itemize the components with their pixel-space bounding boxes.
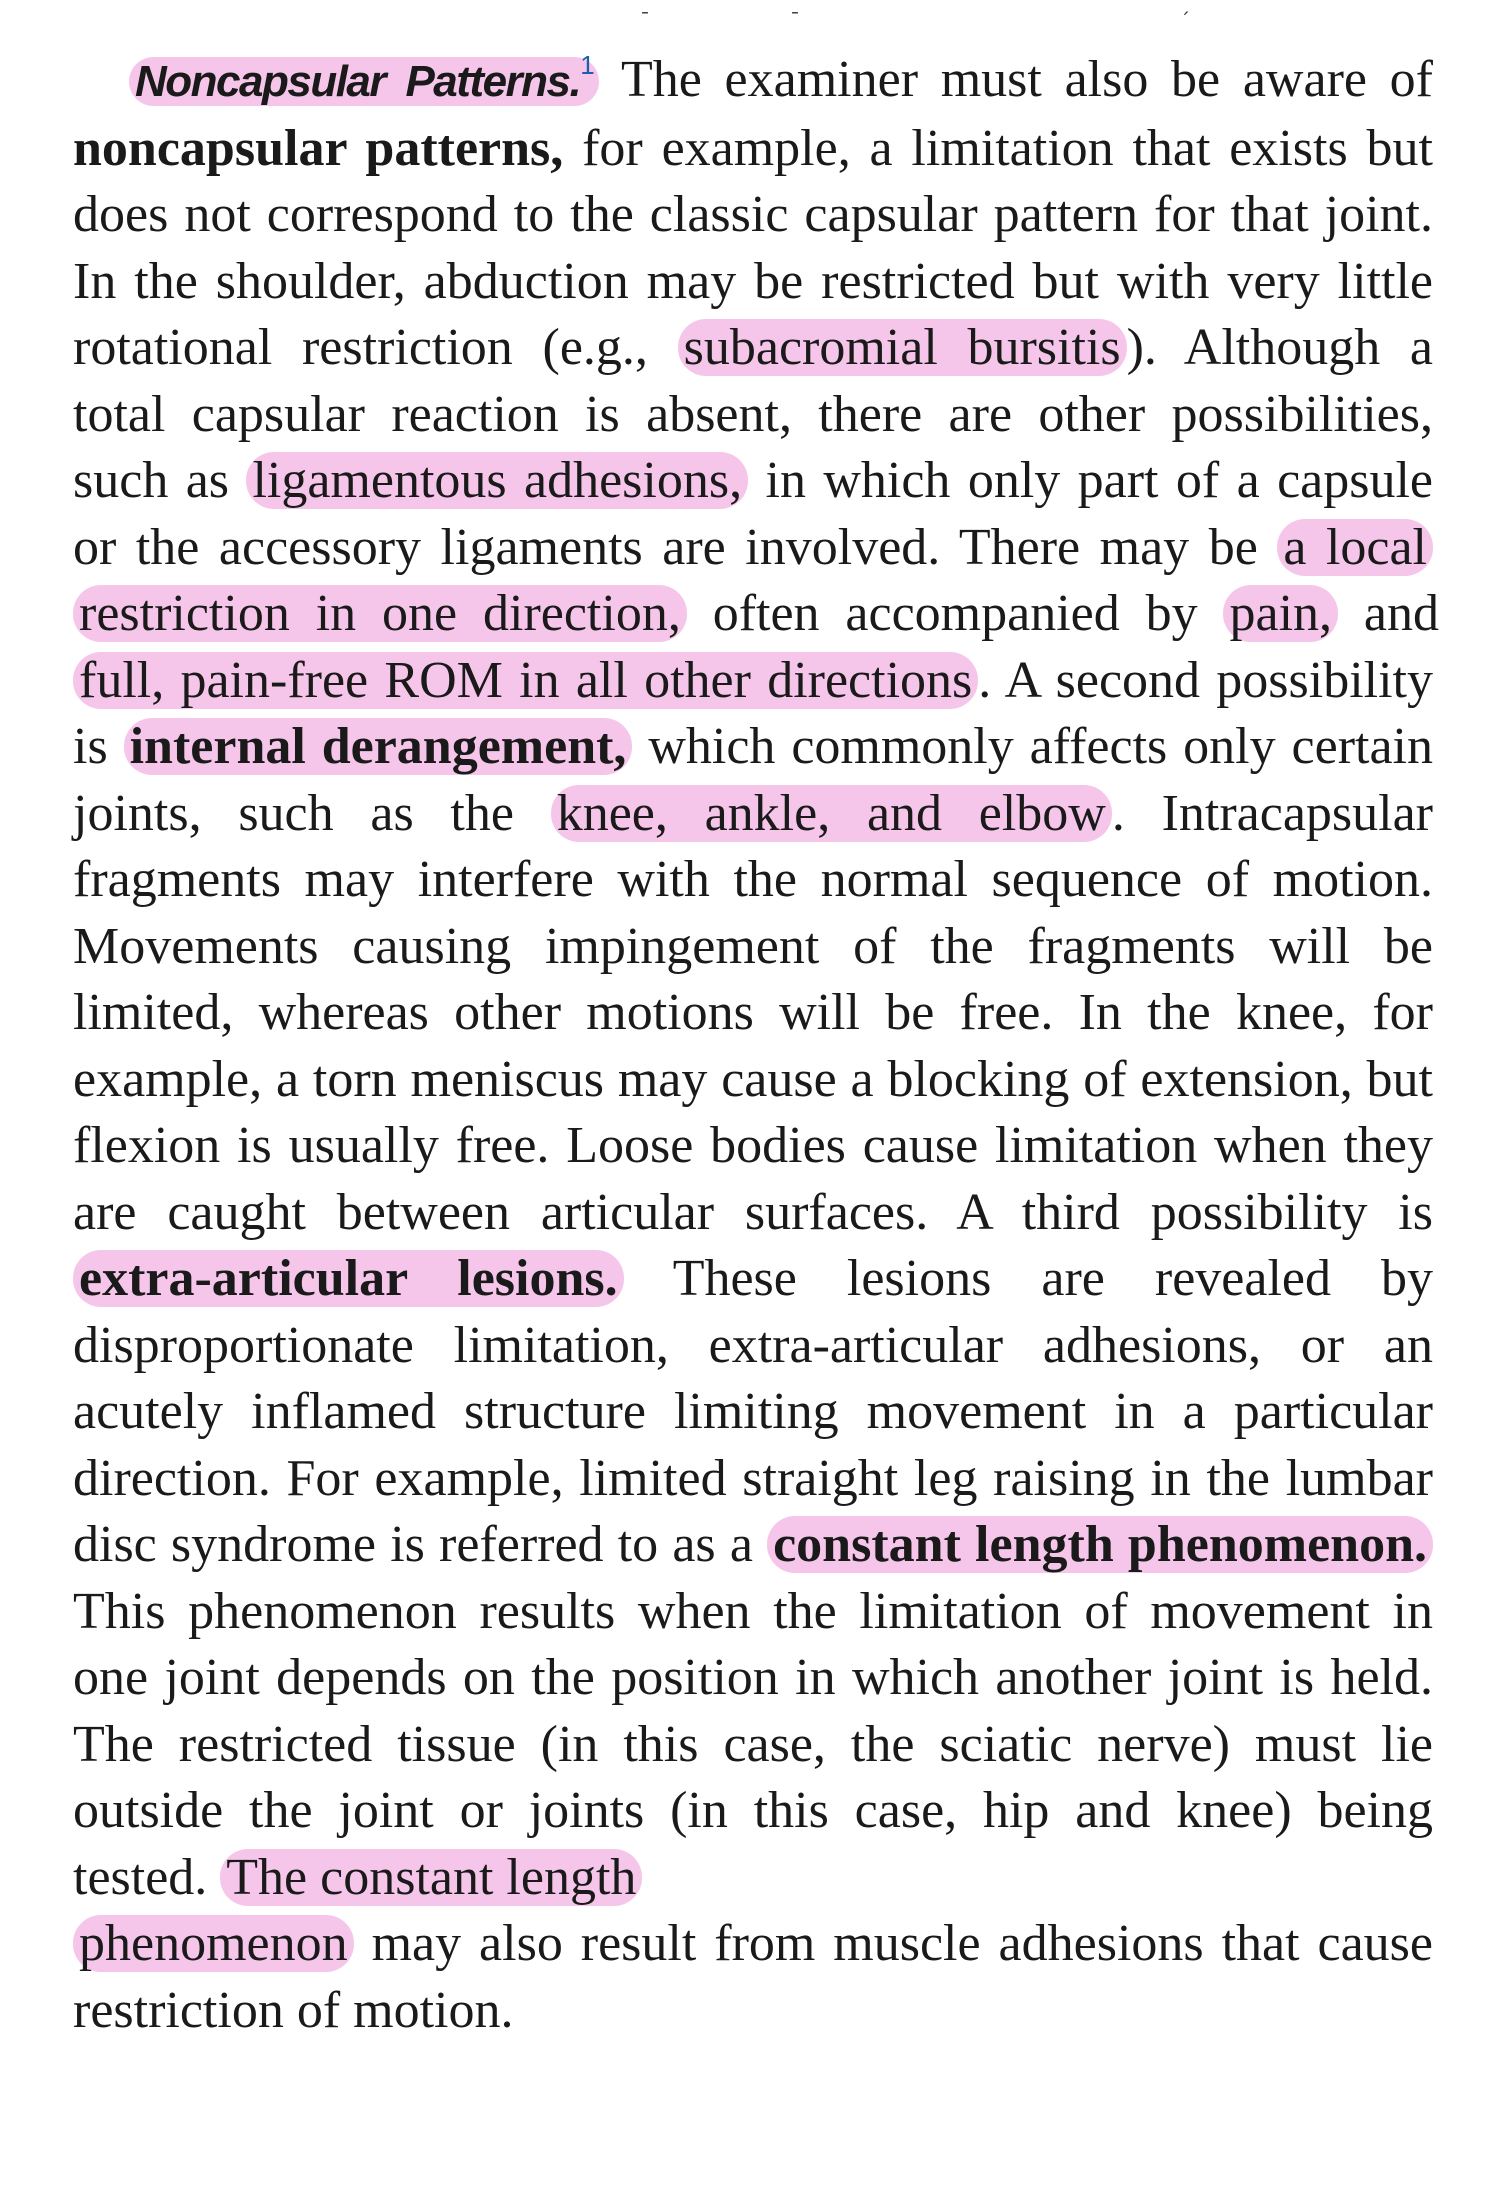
term-noncapsular-patterns: noncapsular patterns, (73, 119, 564, 177)
body-text (73, 32, 1439, 2044)
highlight-full-pain-free-rom: full, pain-free ROM in all other directions (73, 652, 978, 709)
text-run: which commonly affects only certain joints, such as the (73, 718, 1433, 842)
highlight-local-restriction: a local restriction in one direction, (73, 519, 1433, 643)
text-run: The examiner must also be aware of (621, 51, 1433, 108)
footnote-ref[interactable]: 1 (580, 50, 594, 80)
highlight-internal-derangement: internal derangement, (124, 718, 633, 775)
highlight-constant-length-phrase: The constant length (220, 1849, 642, 1906)
highlight-pain: pain, (1223, 585, 1338, 642)
text-run: often accompanied by (686, 585, 1224, 642)
text-run: in which only part of a capsule or the accessory ligaments are involved. There may be (73, 452, 1434, 576)
text-run: may also result from muscle adhesions that cause restriction of motion. (73, 1915, 1433, 2039)
text-run: and (1338, 585, 1439, 642)
text-run: This phenomenon results when the limitation of movement in one joint depends on the position in which another joint is held. The restricted tissue (in this case, the sciatic nerve) must lie outside the joint or joints (in this case, hip and knee) being tested. (73, 1582, 1433, 1906)
highlight-knee-ankle-elbow: knee, ankle, and elbow (551, 785, 1112, 842)
text-run: These lesions are revealed by disproportionate limitation, extra-articular adhesions, or an acutely inflamed structure limiting movement in a particular direction. For example, limited straight leg raising in the lumbar disc syndrome is referred to as a (73, 1250, 1433, 1573)
text-run: for example, a limitation that exists but does not correspond to the classic capsular pattern for that joint. In the shoulder, abduction may be restricted but with very little rotational restriction (e.g., (73, 119, 1433, 376)
highlight-extra-articular-lesions: extra-articular lesions. (73, 1250, 624, 1307)
highlight-phenomenon: phenomenon (73, 1915, 354, 1972)
paragraph (73, 32, 1439, 2044)
text-run: . Intracapsular fragments may interfere with the normal sequence of motion. Movements causing impingement of the fragments will be limited, whereas other motions will be free. In the knee, for example, a torn meniscus may cause a blocking of extension, but flexion is usually free. Loose bodies cause limitation when they are caught between articular surfaces. A third possibility is (73, 784, 1433, 1241)
text-run: ). Although a total capsular reaction is absent, there are other possibilities, such as (73, 319, 1434, 509)
text-run: . A second possibility is (73, 651, 1433, 775)
section-heading: Noncapsular Patterns.$^1$ (129, 57, 599, 106)
highlight-subacromial-bursitis: subacromial bursitis (678, 319, 1127, 376)
highlight-ligamentous-adhesions: ligamentous adhesions, (246, 452, 748, 509)
highlight-constant-length-phenomenon: constant length phenomenon. (767, 1516, 1433, 1573)
page-top-marks: ˉ ˉ ˊ (640, 8, 1190, 32)
